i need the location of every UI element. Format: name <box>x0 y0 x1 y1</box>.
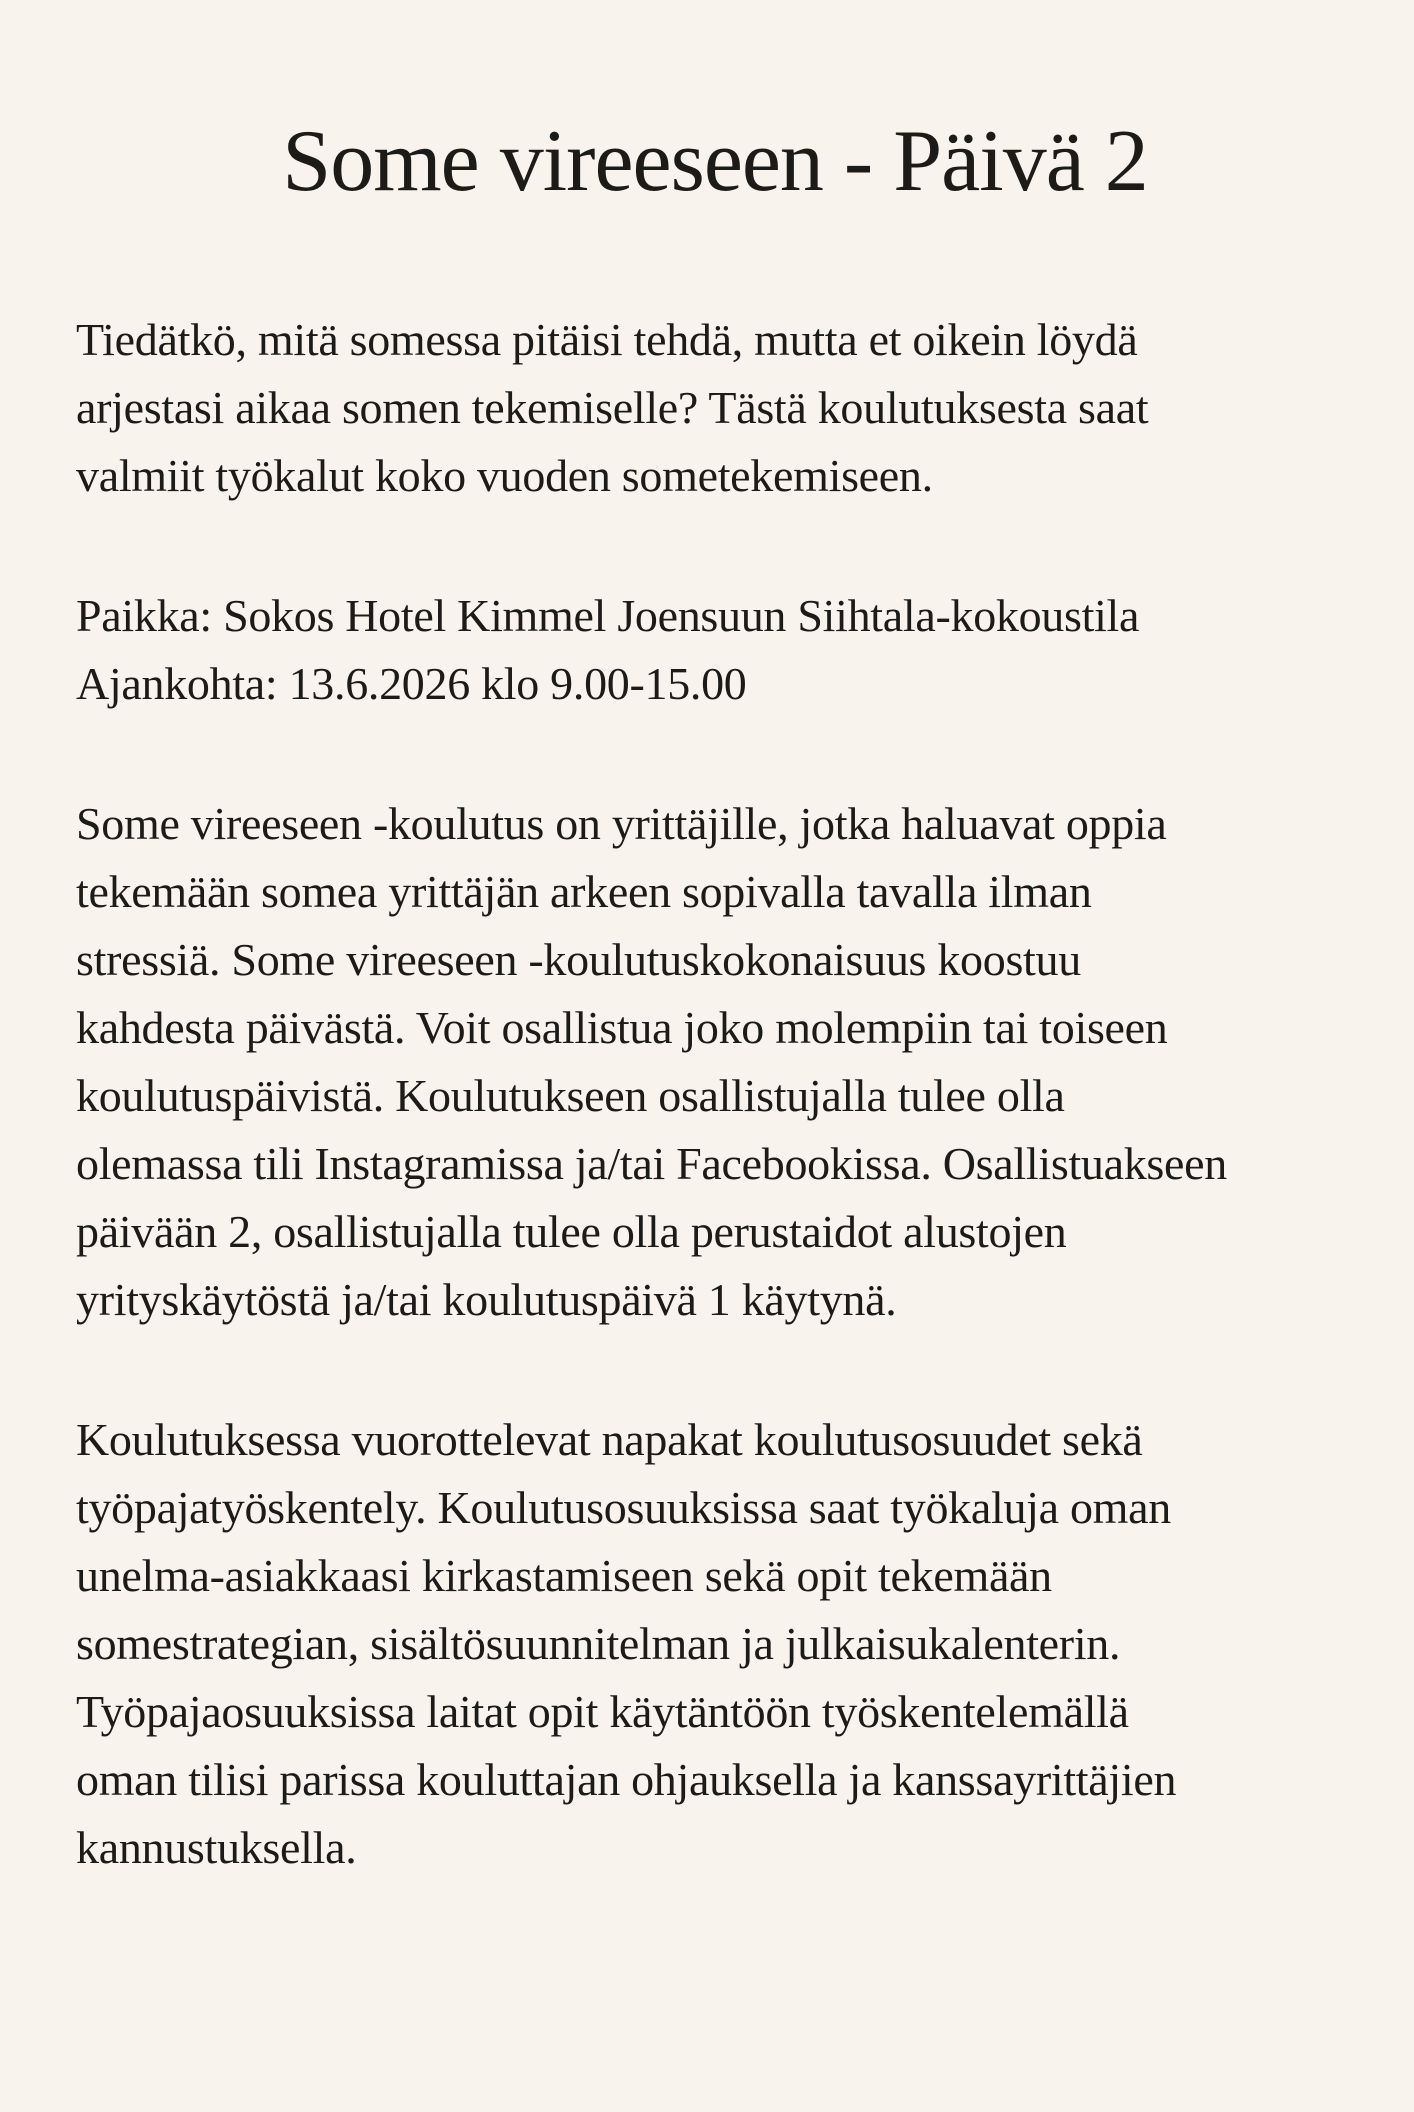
text-line: Tiedätkö, mitä somessa pitäisi tehdä, mutta et oikein löydä <box>76 314 1138 365</box>
text-line: unelma-asiakkaasi kirkastamiseen sekä opit tekemään <box>76 1550 1052 1601</box>
text-line: Koulutuksessa vuorottelevat napakat koulutusosuudet sekä <box>76 1414 1143 1465</box>
intro-paragraph <box>76 306 1354 510</box>
text-line: stressiä. Some vireeseen -koulutuskokonaisuus koostuu <box>76 934 1081 985</box>
text-line: tekemään somea yrittäjän arkeen sopivalla tavalla ilman <box>76 866 1092 917</box>
text-line: arjestasi aikaa somen tekemiselle? Tästä koulutuksesta saat <box>76 382 1149 433</box>
text-line: somestrategian, sisältösuunnitelman ja julkaisukalenterin. <box>76 1618 1121 1669</box>
text-line: valmiit työkalut koko vuoden sometekemiseen. <box>76 450 933 501</box>
location-time-paragraph <box>76 582 1354 718</box>
time-line: Ajankohta: 13.6.2026 klo 9.00-15.00 <box>76 658 747 709</box>
text-line: koulutuspäivistä. Koulutukseen osallistujalla tulee olla <box>76 1070 1065 1121</box>
content-paragraph <box>76 1406 1354 1882</box>
text-line: kannustuksella. <box>76 1822 357 1873</box>
location-line: Paikka: Sokos Hotel Kimmel Joensuun Siihtala-kokoustila <box>76 590 1140 641</box>
document-page <box>0 112 1414 2112</box>
text-line: työpajatyöskentely. Koulutusosuuksissa saat työkaluja oman <box>76 1482 1171 1533</box>
text-line: Some vireeseen -koulutus on yrittäjille, jotka haluavat oppia <box>76 798 1167 849</box>
text-line: kahdesta päivästä. Voit osallistua joko molempiin tai toiseen <box>76 1002 1168 1053</box>
description-paragraph <box>76 790 1354 1334</box>
text-line: päivään 2, osallistujalla tulee olla perustaidot alustojen <box>76 1206 1067 1257</box>
text-line: olemassa tili Instagramissa ja/tai Facebookissa. Osallistuakseen <box>76 1138 1227 1189</box>
text-line: yrityskäytöstä ja/tai koulutuspäivä 1 käytynä. <box>76 1274 897 1325</box>
text-line: Työpajaosuuksissa laitat opit käytäntöön työskentelemällä <box>76 1686 1129 1737</box>
text-line: oman tilisi parissa kouluttajan ohjauksella ja kanssayrittäjien <box>76 1754 1177 1805</box>
page-title: Some vireeseen - Päivä 2 <box>282 113 1148 210</box>
